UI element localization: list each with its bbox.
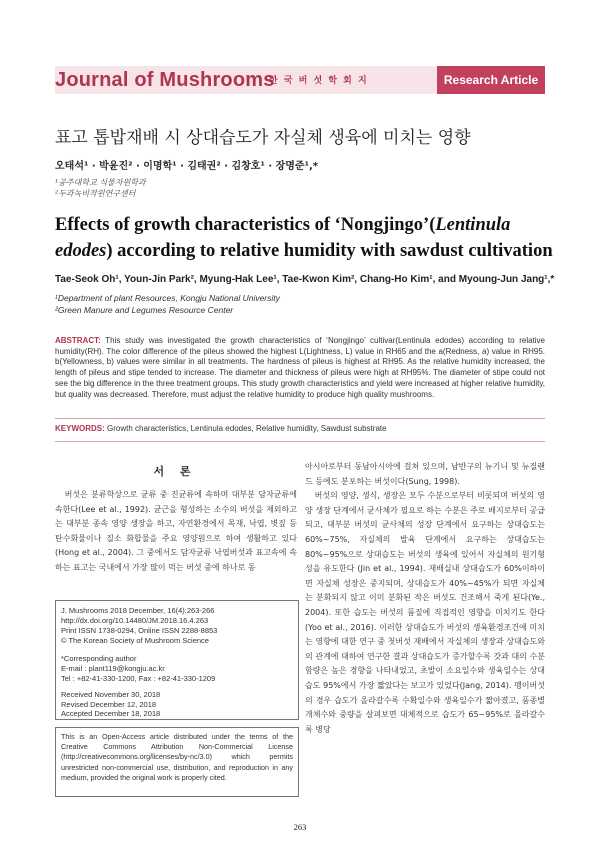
issn: Print ISSN 1738-0294, Online ISSN 2288-8853 [61,626,218,635]
korean-authors: 오태석¹ · 박윤진² · 이명학¹ · 김태권² · 김창호¹ · 장명준¹,* [55,161,318,172]
english-affiliation-2: ²Green Manure and Legumes Resource Center [55,305,234,315]
right-column-text [305,460,545,737]
article-info-box [55,600,299,720]
received-date: Received November 30, 2018 [61,690,161,699]
doi-link[interactable]: http://dx.doi.org/10.14480/JM.2018.16.4.263 [61,616,209,625]
paragraph: 버섯은 분류학상으로 균류 중 진균류에 속하며 대부분 담자균류에 속한다(Lee et al., 1992). 균근을 형성하는 소수의 버섯을 제외하고는 대부분 종속 영양 생장을 하고, 자연환경에서 목재, 낙엽, 볏짚 등 탄수화물이나 질소 화합물을 주요 영양원으로 하여 생활하고 있다(Hong et al., 2004). 그 중에서도 담자균류 낙엽버섯과 표고속에 속하는 표고는 국내에서 가장 많이 먹는 버섯 중에 하나로 동 [55,490,297,572]
paragraph: 아시아로부터 동남아시아에 걸쳐 있으며, 남반구의 뉴기니 및 뉴질랜드 등에도 분포하는 버섯이다(Sung, 1998). [305,462,545,486]
english-title-species: Lentinula edodes [55,215,511,261]
page-number: 263 [293,822,307,832]
corresponding-author: *Corresponding author [61,654,137,663]
abstract-label: ABSTRACT: [55,336,101,345]
left-column-text [55,488,297,576]
accepted-date: Accepted December 18, 2018 [61,709,161,718]
revised-date: Revised December 12, 2018 [61,700,157,709]
paragraph: 버섯의 영양, 생식, 생장은 모두 수분으로부터 비롯되며 버섯의 영양 생장 단계에서 균사체가 필요로 하는 수분은 주로 배지로부터 공급되고, 대부분 버섯의 균사체의 성장 단계에서 요구하는 상대습도는 60%~75%, 자실체의 발육 단계에서 요구하는 상대습도는 80%~95%으로 상대습도는 버섯의 생육에 있어서 자실체의 원기형성을 유도한다 (Jin et al., 1994). 재배실내 상대습도가 60%이하이면 자실체 성장은 중지되며, 상대습도가 40%~45%가 되면 자실체는 분화되지 않고 이미 분화된 작은 버섯도 건조해서 죽게 된다(Ye., 2004). 또한 습도는 버섯의 품질에 직접적인 영향을 미치기도 한다(Yoo et al., 2016). 이러한 상대습도가 버섯의 생육환경조건에 미치는 영향에 대한 연구 중 첫버섯 재배에서 자실체의 생장과 상대습도와의 관계에 대하여 연구한 결과 상대습도가 증가할수록 갓과 대의 수분함량은 높은 경향을 나타내었고, 초발이 소요일수와 생육일수는 상대습도 95%에서 가장 짧았다는 보고가 있었다(Jang, 2014). 팽이버섯의 경우 습도가 올라갈수록 수확일수와 생육일수가 짧아졌고, 품종별 개체수와 중량을 살펴보면 대체적으로 습도가 65~95%로 올라갈수록 병당 [305,491,545,734]
article-type-badge: Research Article [437,66,545,94]
journal-title: Journal of Mushrooms [55,69,275,91]
open-access-text: This is an Open-Access article distributed under the terms of the Creative Commons Attribution Non-Commercial License (http://creativecommons.org/licenses/by-nc/3.0) which permits unrestricted non-commercial use, distribution, and reproduction in any medium, provided the original work is properly cited. [61,732,293,782]
open-access-box [55,727,299,797]
english-affiliation-1: ¹Department of plant Resources, Kongju National University [55,293,280,303]
keywords-text: Growth characteristics, Lentinula edodes, Relative humidity, Sawdust substrate [107,424,387,433]
citation: J. Mushrooms 2018 December, 16(4):263-266 [61,606,215,615]
korean-title: 표고 톱밥재배 시 상대습도가 자실체 생육에 미치는 영향 [55,128,471,148]
abstract-body: This study was investigated the growth characteristics of ‘Nongjingo’ cultivar(Lentinula edodes) according to relative humidity(RH). The color difference of the pileus showed the highest L(Lightness, L) value in RH65 and the a(Redness, a) value in RH95. b(Yellowness, b) values were similar in all treatments. The hardness of pileus is highest at RH95. As the relative humidity increased, the length of pileus and stipe tended to increase. The diameter and thickness of pileus were high at RH95%. The diameter of stipe could not see the big difference in the three treatment groups. This study growth characteristics and yield were increased at higher relative humidity, but quality was decreased. Therefore, must adjust the relative humidity to produce high quality mushrooms. [55,336,545,399]
section-heading: 서 론 [153,465,197,478]
phone-fax: Tel : +82-41-330-1200, Fax : +82-41-330-1209 [61,674,216,683]
english-authors: Tae-Seok Oh¹, Youn-Jin Park², Myung-Hak Lee¹, Tae-Kwon Kim², Chang-Ho Kim¹, and Myoung-Jun Jang¹,* [55,274,555,285]
copyright: © The Korean Society of Mushroom Science [61,636,209,645]
korean-affiliation-1: ¹공주대학교 식물자원학과 [55,178,146,187]
divider [55,441,545,442]
journal-header [55,66,545,94]
abstract-text [55,336,545,400]
english-title-part: ) according to relative humidity with sawdust cultivation [106,241,553,261]
english-title-part: Effects of growth characteristics of ‘Nongjingo’( [55,215,436,235]
divider [55,418,545,419]
abstract [55,336,545,418]
journal-korean-title: 한 국 버 섯 학 회 지 [269,76,369,86]
keywords [55,424,545,433]
english-title [55,212,555,264]
korean-affiliation-2: ²두과녹비작원연구센터 [55,189,136,198]
keywords-label: KEYWORDS: [55,424,105,433]
email[interactable]: E-mail : plant119@kongju.ac.kr [61,664,165,673]
